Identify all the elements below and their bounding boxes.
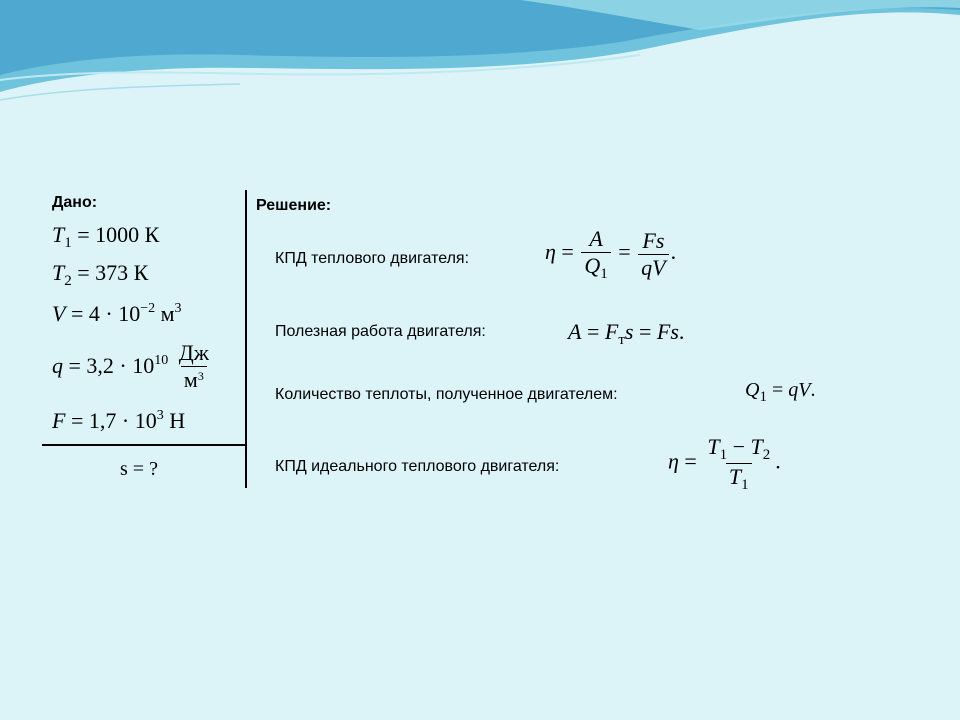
find-quantity: s = ? bbox=[120, 458, 158, 480]
formula-efficiency: η = $\frac{A}{Q_1}$ = $\frac{Fs}{qV}$ . bbox=[545, 226, 677, 282]
given-volume: $V = 4 \cdot 10^{-2}$ $м^3$ bbox=[52, 301, 182, 326]
step-heat-label: Количество теплоты, полученное двигателем: bbox=[275, 386, 618, 403]
header-wave-decoration bbox=[0, 0, 960, 130]
step-work-label: Полезная работа двигателя: bbox=[275, 323, 486, 340]
given-force: $F = 1,7 \cdot 10^3$ Н bbox=[52, 408, 186, 433]
step-ideal-efficiency-label: КПД идеального теплового двигателя: bbox=[275, 458, 560, 475]
formula-work: $A = F_тs = Fs$. bbox=[568, 319, 685, 348]
table-horizontal-divider bbox=[42, 444, 247, 446]
given-title: Дано: bbox=[52, 194, 98, 211]
step-efficiency-label: КПД теплового двигателя: bbox=[275, 250, 470, 267]
formula-ideal-efficiency: η = $\frac{T_1 - T_2}{T_1}$ . bbox=[668, 434, 781, 493]
given-t2: $T_2 = 373$ К bbox=[52, 260, 149, 289]
given-heat-value: $q = 3,2 \cdot 10^{10}$ $\frac{Дж}{м^3}$ bbox=[52, 340, 214, 396]
solution-title: Решение: bbox=[256, 197, 332, 214]
given-t1: $T_1 = 1000$ К bbox=[52, 222, 160, 251]
formula-heat: $Q_1$ = qV. bbox=[745, 379, 816, 405]
